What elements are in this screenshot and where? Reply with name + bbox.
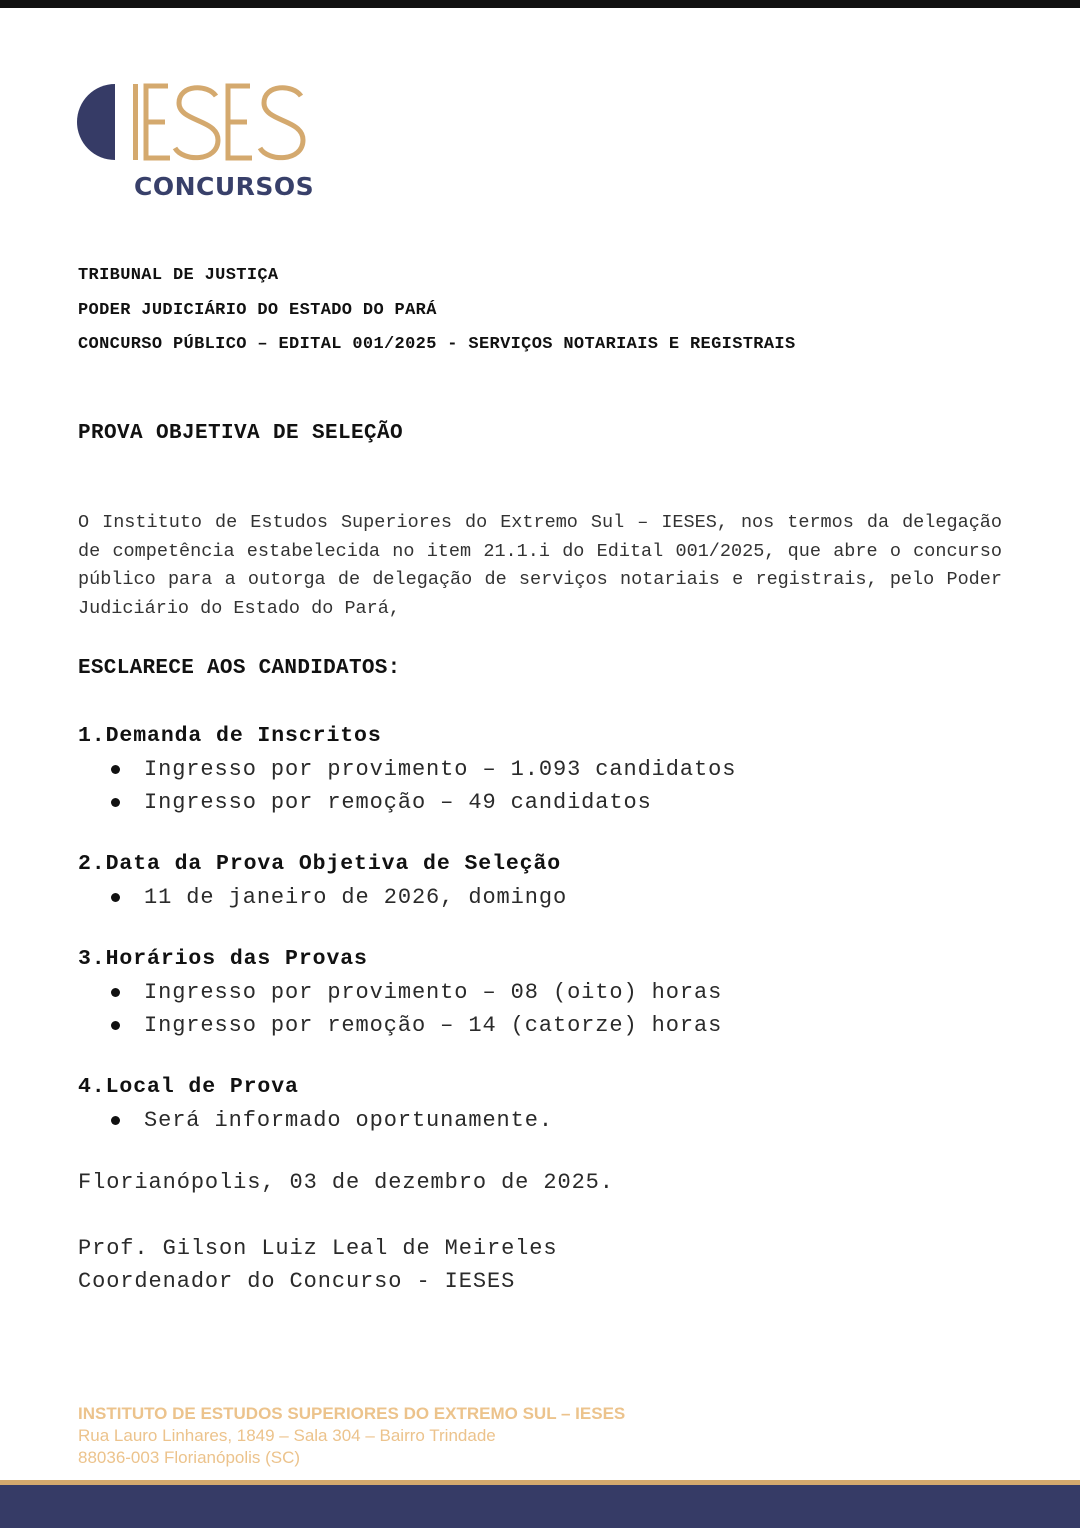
section-local: [78, 1071, 553, 1137]
bullet-dot-icon: [111, 988, 120, 997]
bullet-list: [78, 753, 736, 819]
section-heading: 1.Demanda de Inscritos: [78, 724, 382, 748]
footer-street: Rua Lauro Linhares, 1849 – Sala 304 – Bairro Trindade: [78, 1426, 496, 1445]
signer-name: Prof. Gilson Luiz Leal de Meireles: [78, 1236, 558, 1261]
section-horarios: [78, 943, 722, 1042]
document-header: [78, 263, 796, 367]
bullet-list: [78, 976, 722, 1042]
footer-org: INSTITUTO DE ESTUDOS SUPERIORES DO EXTREMO SUL – IESES: [78, 1404, 626, 1423]
footer-city: 88036-003 Florianópolis (SC): [78, 1448, 301, 1467]
header-line-court: TRIBUNAL DE JUSTIÇA: [78, 266, 279, 285]
intro-paragraph: O Instituto de Estudos Superiores do Extremo Sul – IESES, nos termos da delegação de competência estabelecida no item 21.1.i do Edital 001/2025, que abre o concurso público para a outorga de delegação de serviços notariais e registrais, pelo Poder Judiciário do Estado do Pará,: [78, 512, 1002, 619]
header-line-judiciary: PODER JUDICIÁRIO DO ESTADO DO PARÁ: [78, 300, 437, 320]
subheading: ESCLARECE AOS CANDIDATOS:: [78, 657, 401, 680]
list-item: Ingresso por remoção – 49 candidatos: [78, 786, 736, 819]
section-heading: 4.Local de Prova: [78, 1075, 299, 1099]
place-date: Florianópolis, 03 de dezembro de 2025.: [78, 1170, 614, 1195]
section-demanda: [78, 720, 736, 819]
section-heading: 3.Horários das Provas: [78, 947, 368, 971]
signer-role: Coordenador do Concurso - IESES: [78, 1269, 516, 1294]
ieses-logo-mark: [76, 82, 321, 164]
list-item: 11 de janeiro de 2026, domingo: [78, 881, 567, 914]
logo-subtitle: CONCURSOS: [134, 172, 315, 201]
footer-address: [78, 1403, 625, 1469]
bullet-list: [78, 1104, 553, 1137]
bullet-list: [78, 881, 567, 914]
ieses-logo: [76, 82, 321, 207]
section-heading: 2.Data da Prova Objetiva de Seleção: [78, 852, 562, 876]
footer-navy-band: [0, 1485, 1080, 1528]
bullet-dot-icon: [111, 798, 120, 807]
top-border: [0, 0, 1080, 8]
list-item: Ingresso por provimento – 08 (oito) horas: [78, 976, 722, 1009]
list-item: Será informado oportunamente.: [78, 1104, 553, 1137]
document-title: PROVA OBJETIVA DE SELEÇÃO: [78, 422, 404, 445]
bullet-dot-icon: [111, 765, 120, 774]
header-line-contest: CONCURSO PÚBLICO – EDITAL 001/2025 - SERVIÇOS NOTARIAIS E REGISTRAIS: [78, 335, 796, 354]
bullet-dot-icon: [111, 1116, 120, 1125]
bullet-dot-icon: [111, 1021, 120, 1030]
bullet-dot-icon: [111, 893, 120, 902]
list-item: Ingresso por remoção – 14 (catorze) horas: [78, 1009, 722, 1042]
list-item: Ingresso por provimento – 1.093 candidatos: [78, 753, 736, 786]
section-data-prova: [78, 848, 567, 914]
